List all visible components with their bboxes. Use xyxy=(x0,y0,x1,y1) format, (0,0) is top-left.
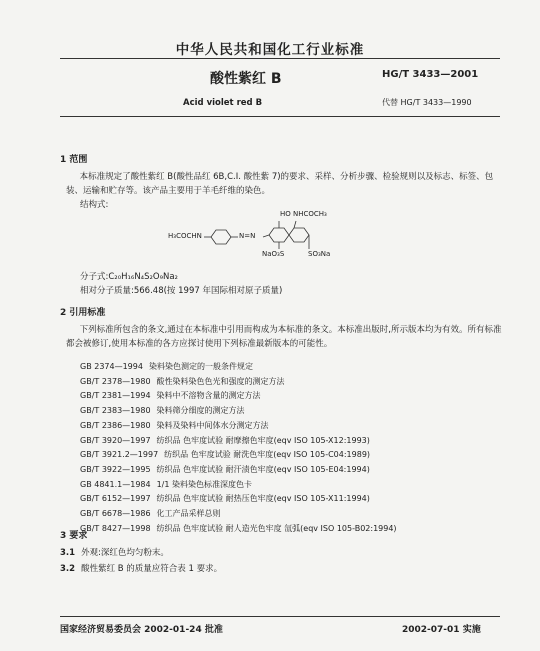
chemical-structure xyxy=(168,208,388,264)
requirement-item: 3.2 酸性紫红 B 的质量应符合表 1 要求。 xyxy=(60,564,223,574)
reference-item: GB/T 6152—1997 纺织品 色牢度试验 耐热压色牢度(eqv ISO 105-X11:1994) xyxy=(80,494,370,504)
reference-item: GB/T 3921.2—1997 纺织品 色牢度试验 耐洗色牢度(eqv ISO 105-C04:1989) xyxy=(80,450,371,460)
section-3-heading: 3 要求 xyxy=(60,531,88,541)
replaces-standard: 代替 HG/T 3433—1990 xyxy=(382,98,472,107)
chem-nao3s: NaO₃S xyxy=(262,250,285,258)
reference-item: GB/T 2383—1980 染料筛分细度的测定方法 xyxy=(80,406,245,416)
section-2-heading: 2 引用标准 xyxy=(60,308,106,318)
section-2-paragraph: 下列标准所包含的条文,通过在本标准中引用而构成为本标准的条文。本标准出版时,所示版本均为有效。所有标准都会被修订,使用本标准的各方应探讨使用下列标准最新版本的可能性。 xyxy=(66,325,502,349)
reference-item: GB/T 8427—1998 纺织品 色牢度试验 耐人造光色牢度 氙弧(eqv ISO 105-B02:1994) xyxy=(80,523,397,533)
reference-item: GB/T 6678—1986 化工产品采样总则 xyxy=(80,509,221,518)
approval-date: 国家经济贸易委员会 2002-01-24 批准 xyxy=(60,625,223,635)
molecular-formula: 分子式:C₂₀H₁₆N₄S₂O₉Na₂ xyxy=(80,272,178,282)
reference-item: GB 2374—1994 染料染色测定的一般条件规定 xyxy=(80,362,253,371)
chem-ho-nhcoch3: HO NHCOCH₃ xyxy=(280,210,327,218)
standard-number: HG/T 3433—2001 xyxy=(382,69,479,80)
reference-item: GB/T 3920—1997 纺织品 色牢度试验 耐摩擦色牢度(eqv ISO 105-X12:1993) xyxy=(80,435,370,445)
requirement-item: 3.1 外观:深红色均匀粉末。 xyxy=(60,548,169,558)
chem-left-group: H₃COCHN xyxy=(168,232,202,240)
structure-label: 结构式: xyxy=(80,200,109,210)
title-rule xyxy=(60,116,500,117)
reference-item: GB/T 2381—1994 染料中不溶物含量的测定方法 xyxy=(80,391,261,401)
chem-so3na: SO₃Na xyxy=(308,250,331,258)
header-rule xyxy=(60,58,500,59)
section-1-heading: 1 范围 xyxy=(60,155,88,165)
document-title: 酸性紫红 B xyxy=(210,71,282,87)
chem-azo: N=N xyxy=(239,232,256,240)
implementation-date: 2002-07-01 实施 xyxy=(402,625,481,635)
section-1-paragraph: 本标准规定了酸性紫红 B(酸性品红 6B,C.I. 酸性紫 7)的要求、采样、分析步骤、检验规则以及标志、标签、包装、运输和贮存等。该产品主要用于羊毛纤维的染色。 xyxy=(66,172,494,196)
standard-title: 中华人民共和国化工行业标准 xyxy=(175,42,365,58)
reference-item: GB/T 2378—1980 酸性染料染色色光和强度的测定方法 xyxy=(80,376,285,386)
molecular-mass: 相对分子质量:566.48(按 1997 年国际相对原子质量) xyxy=(80,286,283,296)
reference-item: GB/T 3922—1995 纺织品 色牢度试验 耐汗渍色牢度(eqv ISO 105-E04:1994) xyxy=(80,464,370,474)
document-title-english: Acid violet red B xyxy=(183,98,263,108)
footer-rule xyxy=(60,616,500,617)
reference-item: GB 4841.1—1984 1/1 染料染色标准深度色卡 xyxy=(80,479,253,489)
reference-item: GB/T 2386—1980 染料及染料中间体水分测定方法 xyxy=(80,420,269,430)
